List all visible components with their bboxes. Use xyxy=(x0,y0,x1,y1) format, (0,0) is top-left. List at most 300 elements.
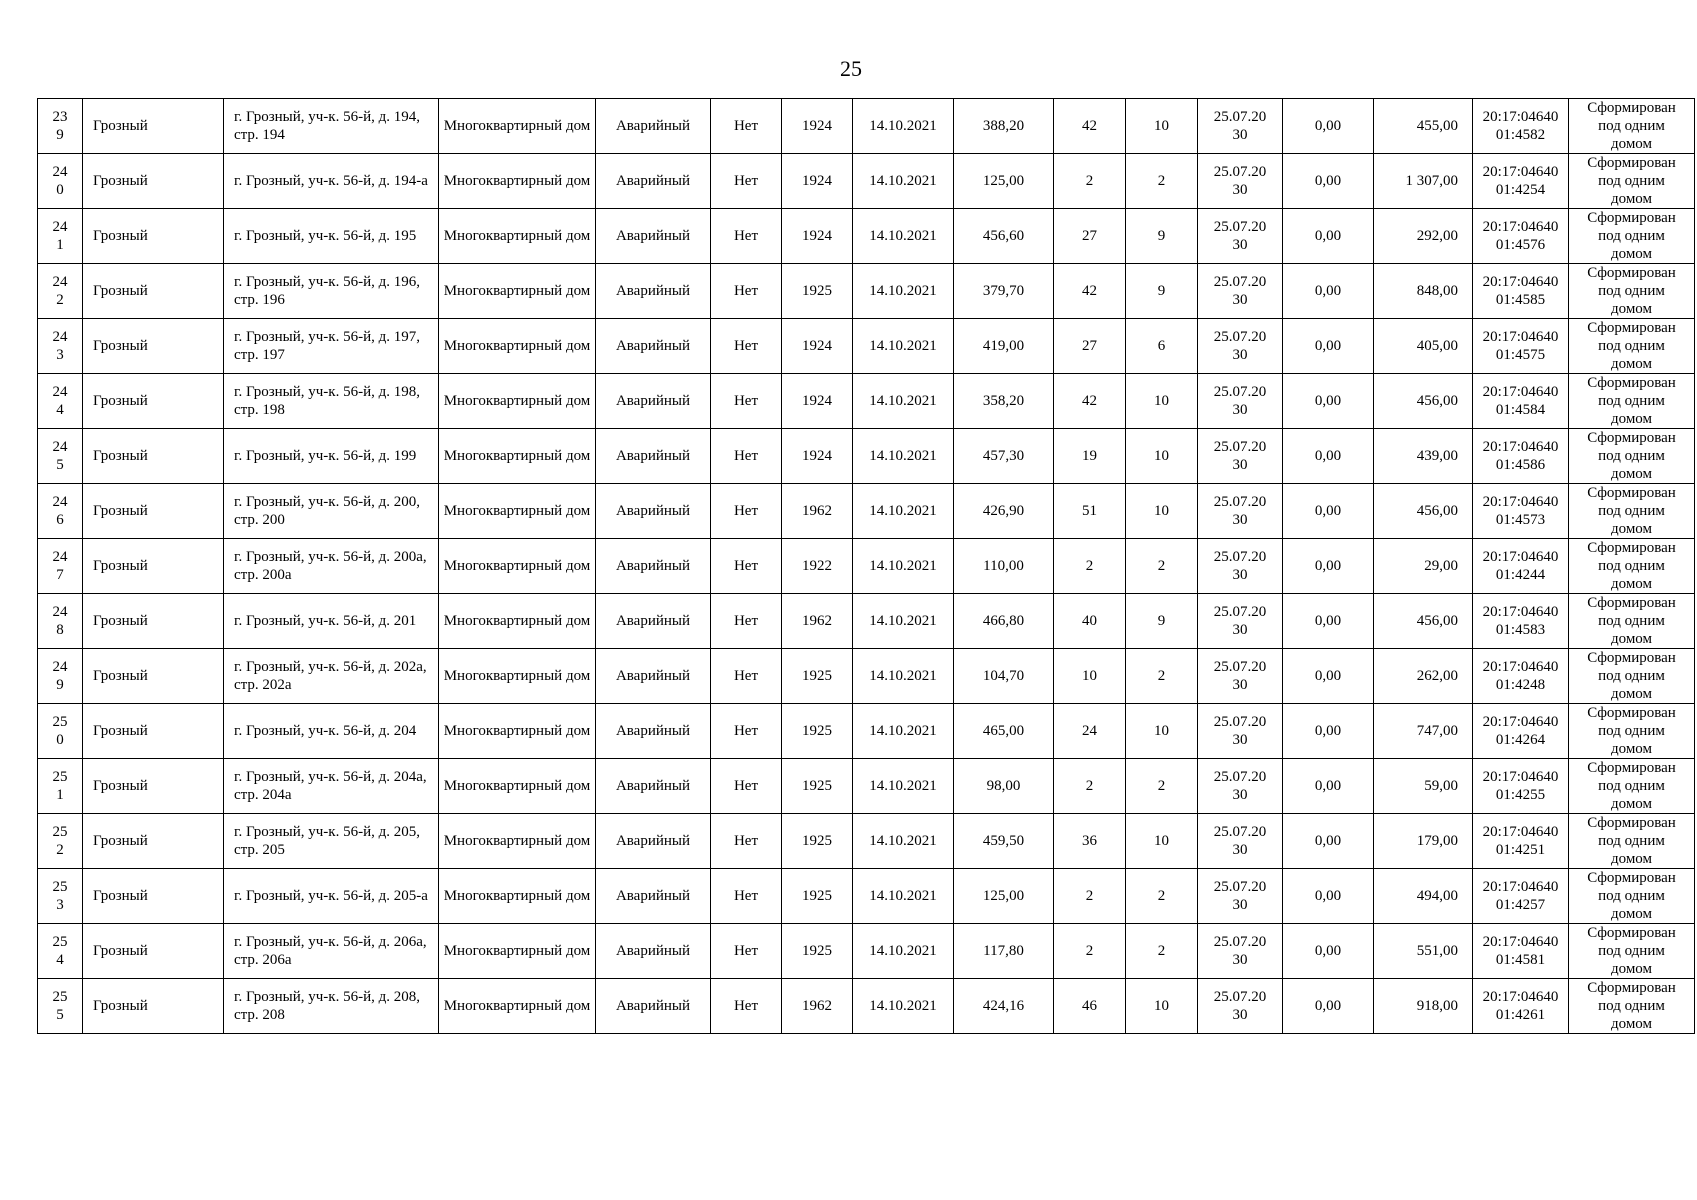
cell-status: Аварийный xyxy=(596,979,711,1034)
cell-area: 388,20 xyxy=(954,99,1054,154)
cell-cadastral-number xyxy=(1473,814,1569,869)
cell-note xyxy=(1569,264,1695,319)
cell-deadline-text: 25.07.2030 xyxy=(1213,219,1267,253)
cell-flag: Нет xyxy=(711,869,782,924)
cell-cadastral-number xyxy=(1473,979,1569,1034)
cell-note xyxy=(1569,209,1695,264)
cell-cadastral-number-text: 20:17:0464001:4582 xyxy=(1482,109,1559,143)
cell-status: Аварийный xyxy=(596,429,711,484)
cell-note xyxy=(1569,979,1695,1034)
cell-city: Грозный xyxy=(83,319,224,374)
cell-number-text: 248 xyxy=(52,604,68,638)
cell-address: г. Грозный, уч-к. 56-й, д. 197, стр. 197 xyxy=(224,319,439,374)
cell-building-type: Многоквартирный дом xyxy=(439,704,596,759)
cell-area: 456,60 xyxy=(954,209,1054,264)
cell-land-area: 405,00 xyxy=(1374,319,1473,374)
cell-deadline xyxy=(1198,374,1283,429)
cell-cadastral-number-text: 20:17:0464001:4264 xyxy=(1482,714,1559,748)
cell-date: 14.10.2021 xyxy=(853,924,954,979)
cell-date: 14.10.2021 xyxy=(853,759,954,814)
cell-address: г. Грозный, уч-к. 56-й, д. 205, стр. 205 xyxy=(224,814,439,869)
cell-units: 9 xyxy=(1126,264,1198,319)
table-row xyxy=(38,704,1695,759)
cell-year: 1925 xyxy=(782,924,853,979)
cell-status: Аварийный xyxy=(596,924,711,979)
cell-cost: 0,00 xyxy=(1283,484,1374,539)
cell-land-area: 455,00 xyxy=(1374,99,1473,154)
cell-cadastral-number-text: 20:17:0464001:4573 xyxy=(1482,494,1559,528)
cell-note-text: Сформирован под одним домом xyxy=(1587,375,1676,427)
cell-address: г. Грозный, уч-к. 56-й, д. 200, стр. 200 xyxy=(224,484,439,539)
cell-residents: 10 xyxy=(1054,649,1126,704)
cell-residents: 2 xyxy=(1054,759,1126,814)
cell-deadline xyxy=(1198,209,1283,264)
cell-cadastral-number-text: 20:17:0464001:4251 xyxy=(1482,824,1559,858)
cell-status: Аварийный xyxy=(596,539,711,594)
cell-flag: Нет xyxy=(711,374,782,429)
cell-residents: 24 xyxy=(1054,704,1126,759)
cell-number-text: 247 xyxy=(52,549,68,583)
cell-units: 2 xyxy=(1126,924,1198,979)
cell-cost: 0,00 xyxy=(1283,759,1374,814)
cell-date: 14.10.2021 xyxy=(853,319,954,374)
cell-units: 2 xyxy=(1126,154,1198,209)
cell-status: Аварийный xyxy=(596,704,711,759)
cell-deadline-text: 25.07.2030 xyxy=(1213,494,1267,528)
page-number: 25 xyxy=(840,56,862,81)
cell-land-area: 1 307,00 xyxy=(1374,154,1473,209)
cell-note-text: Сформирован под одним домом xyxy=(1587,980,1676,1032)
cell-city: Грозный xyxy=(83,154,224,209)
cell-area: 379,70 xyxy=(954,264,1054,319)
cell-area: 419,00 xyxy=(954,319,1054,374)
cell-building-type: Многоквартирный дом xyxy=(439,264,596,319)
cell-number xyxy=(38,924,83,979)
cell-units: 10 xyxy=(1126,704,1198,759)
cell-cadastral-number-text: 20:17:0464001:4575 xyxy=(1482,329,1559,363)
cell-date: 14.10.2021 xyxy=(853,649,954,704)
cell-number xyxy=(38,539,83,594)
cell-number-text: 240 xyxy=(52,164,68,198)
cell-cost: 0,00 xyxy=(1283,539,1374,594)
cell-flag: Нет xyxy=(711,429,782,484)
cell-cadastral-number xyxy=(1473,209,1569,264)
cell-units: 2 xyxy=(1126,649,1198,704)
cell-note-text: Сформирован под одним домом xyxy=(1587,100,1676,152)
table-row xyxy=(38,319,1695,374)
cell-deadline xyxy=(1198,594,1283,649)
cell-land-area: 439,00 xyxy=(1374,429,1473,484)
cell-cadastral-number xyxy=(1473,759,1569,814)
cell-building-type: Многоквартирный дом xyxy=(439,154,596,209)
cell-date: 14.10.2021 xyxy=(853,814,954,869)
cell-area: 358,20 xyxy=(954,374,1054,429)
cell-address: г. Грозный, уч-к. 56-й, д. 205-а xyxy=(224,869,439,924)
cell-address: г. Грозный, уч-к. 56-й, д. 201 xyxy=(224,594,439,649)
cell-year: 1925 xyxy=(782,649,853,704)
cell-date: 14.10.2021 xyxy=(853,264,954,319)
cell-cost: 0,00 xyxy=(1283,374,1374,429)
cell-status: Аварийный xyxy=(596,154,711,209)
cell-address: г. Грозный, уч-к. 56-й, д. 204 xyxy=(224,704,439,759)
cell-deadline xyxy=(1198,429,1283,484)
cell-deadline-text: 25.07.2030 xyxy=(1213,164,1267,198)
cell-status: Аварийный xyxy=(596,649,711,704)
cell-address: г. Грозный, уч-к. 56-й, д. 204а, стр. 204а xyxy=(224,759,439,814)
cell-city: Грозный xyxy=(83,374,224,429)
cell-land-area: 179,00 xyxy=(1374,814,1473,869)
cell-city: Грозный xyxy=(83,484,224,539)
cell-year: 1925 xyxy=(782,869,853,924)
cell-address: г. Грозный, уч-к. 56-й, д. 206а, стр. 206а xyxy=(224,924,439,979)
cell-area: 465,00 xyxy=(954,704,1054,759)
cell-year: 1924 xyxy=(782,429,853,484)
cell-number xyxy=(38,264,83,319)
cell-residents: 19 xyxy=(1054,429,1126,484)
table-row xyxy=(38,869,1695,924)
cell-cadastral-number-text: 20:17:0464001:4576 xyxy=(1482,219,1559,253)
cell-city: Грозный xyxy=(83,649,224,704)
cell-deadline xyxy=(1198,154,1283,209)
cell-cadastral-number-text: 20:17:0464001:4583 xyxy=(1482,604,1559,638)
cell-number-text: 252 xyxy=(52,824,68,858)
cell-address: г. Грозный, уч-к. 56-й, д. 194, стр. 194 xyxy=(224,99,439,154)
cell-cadastral-number xyxy=(1473,704,1569,759)
cell-deadline-text: 25.07.2030 xyxy=(1213,439,1267,473)
cell-note xyxy=(1569,814,1695,869)
table-row xyxy=(38,979,1695,1034)
cell-address: г. Грозный, уч-к. 56-й, д. 208, стр. 208 xyxy=(224,979,439,1034)
cell-flag: Нет xyxy=(711,319,782,374)
cell-note-text: Сформирован под одним домом xyxy=(1587,540,1676,592)
table-row xyxy=(38,759,1695,814)
cell-flag: Нет xyxy=(711,814,782,869)
cell-number xyxy=(38,209,83,264)
cell-cadastral-number xyxy=(1473,319,1569,374)
cell-residents: 46 xyxy=(1054,979,1126,1034)
cell-number xyxy=(38,154,83,209)
cell-residents: 42 xyxy=(1054,264,1126,319)
cell-year: 1922 xyxy=(782,539,853,594)
cell-city: Грозный xyxy=(83,99,224,154)
cell-deadline-text: 25.07.2030 xyxy=(1213,989,1267,1023)
cell-note-text: Сформирован под одним домом xyxy=(1587,155,1676,207)
cell-note-text: Сформирован под одним домом xyxy=(1587,485,1676,537)
cell-note xyxy=(1569,594,1695,649)
cell-area: 117,80 xyxy=(954,924,1054,979)
cell-number-text: 250 xyxy=(52,714,68,748)
cell-number xyxy=(38,99,83,154)
cell-city: Грозный xyxy=(83,869,224,924)
cell-land-area: 456,00 xyxy=(1374,374,1473,429)
cell-date: 14.10.2021 xyxy=(853,594,954,649)
cell-units: 10 xyxy=(1126,429,1198,484)
cell-deadline xyxy=(1198,649,1283,704)
cell-note-text: Сформирован под одним домом xyxy=(1587,705,1676,757)
cell-units: 10 xyxy=(1126,484,1198,539)
cell-flag: Нет xyxy=(711,539,782,594)
cell-note xyxy=(1569,869,1695,924)
cell-cost: 0,00 xyxy=(1283,704,1374,759)
cell-address: г. Грозный, уч-к. 56-й, д. 194-а xyxy=(224,154,439,209)
cell-cost: 0,00 xyxy=(1283,209,1374,264)
cell-building-type: Многоквартирный дом xyxy=(439,99,596,154)
cell-address: г. Грозный, уч-к. 56-й, д. 202а, стр. 202а xyxy=(224,649,439,704)
cell-date: 14.10.2021 xyxy=(853,429,954,484)
cell-cadastral-number xyxy=(1473,264,1569,319)
cell-area: 466,80 xyxy=(954,594,1054,649)
cell-note xyxy=(1569,154,1695,209)
cell-date: 14.10.2021 xyxy=(853,99,954,154)
cell-number-text: 243 xyxy=(52,329,68,363)
table-row xyxy=(38,264,1695,319)
cell-deadline-text: 25.07.2030 xyxy=(1213,274,1267,308)
cell-number xyxy=(38,484,83,539)
cell-building-type: Многоквартирный дом xyxy=(439,869,596,924)
cell-deadline xyxy=(1198,759,1283,814)
cell-area: 110,00 xyxy=(954,539,1054,594)
cell-number-text: 239 xyxy=(52,109,68,143)
cell-area: 98,00 xyxy=(954,759,1054,814)
table-body xyxy=(38,99,1695,1034)
cell-deadline xyxy=(1198,99,1283,154)
cell-deadline-text: 25.07.2030 xyxy=(1213,824,1267,858)
cell-deadline xyxy=(1198,319,1283,374)
cell-units: 10 xyxy=(1126,99,1198,154)
cell-cadastral-number-text: 20:17:0464001:4581 xyxy=(1482,934,1559,968)
cell-cost: 0,00 xyxy=(1283,594,1374,649)
cell-units: 2 xyxy=(1126,759,1198,814)
cell-number-text: 251 xyxy=(52,769,68,803)
table-row xyxy=(38,154,1695,209)
cell-cost: 0,00 xyxy=(1283,869,1374,924)
cell-cost: 0,00 xyxy=(1283,429,1374,484)
cell-year: 1924 xyxy=(782,209,853,264)
cell-year: 1924 xyxy=(782,154,853,209)
cell-area: 125,00 xyxy=(954,154,1054,209)
cell-number-text: 255 xyxy=(52,989,68,1023)
cell-building-type: Многоквартирный дом xyxy=(439,924,596,979)
cell-units: 6 xyxy=(1126,319,1198,374)
table-row xyxy=(38,484,1695,539)
cell-city: Грозный xyxy=(83,264,224,319)
cell-land-area: 456,00 xyxy=(1374,594,1473,649)
cell-deadline-text: 25.07.2030 xyxy=(1213,329,1267,363)
cell-cadastral-number xyxy=(1473,924,1569,979)
cell-land-area: 29,00 xyxy=(1374,539,1473,594)
cell-land-area: 494,00 xyxy=(1374,869,1473,924)
cell-cost: 0,00 xyxy=(1283,154,1374,209)
cell-date: 14.10.2021 xyxy=(853,869,954,924)
cell-number xyxy=(38,319,83,374)
cell-date: 14.10.2021 xyxy=(853,154,954,209)
cell-year: 1925 xyxy=(782,264,853,319)
cell-number-text: 244 xyxy=(52,384,68,418)
cell-area: 125,00 xyxy=(954,869,1054,924)
cell-building-type: Многоквартирный дом xyxy=(439,979,596,1034)
cell-cadastral-number-text: 20:17:0464001:4244 xyxy=(1482,549,1559,583)
cell-year: 1925 xyxy=(782,759,853,814)
cell-year: 1924 xyxy=(782,374,853,429)
cell-city: Грозный xyxy=(83,704,224,759)
cell-number-text: 246 xyxy=(52,494,68,528)
cell-year: 1924 xyxy=(782,319,853,374)
cell-note xyxy=(1569,539,1695,594)
cell-city: Грозный xyxy=(83,594,224,649)
cell-year: 1962 xyxy=(782,484,853,539)
cell-flag: Нет xyxy=(711,649,782,704)
cell-cadastral-number-text: 20:17:0464001:4254 xyxy=(1482,164,1559,198)
cell-city: Грозный xyxy=(83,539,224,594)
cell-cost: 0,00 xyxy=(1283,319,1374,374)
cell-deadline xyxy=(1198,814,1283,869)
cell-building-type: Многоквартирный дом xyxy=(439,594,596,649)
cell-note-text: Сформирован под одним домом xyxy=(1587,595,1676,647)
cell-land-area: 848,00 xyxy=(1374,264,1473,319)
table-row xyxy=(38,99,1695,154)
cell-number xyxy=(38,649,83,704)
cell-year: 1924 xyxy=(782,99,853,154)
cell-city: Грозный xyxy=(83,759,224,814)
cell-flag: Нет xyxy=(711,264,782,319)
cell-land-area: 262,00 xyxy=(1374,649,1473,704)
cell-deadline xyxy=(1198,539,1283,594)
cell-number xyxy=(38,704,83,759)
cell-land-area: 456,00 xyxy=(1374,484,1473,539)
cell-city: Грозный xyxy=(83,209,224,264)
cell-note-text: Сформирован под одним домом xyxy=(1587,210,1676,262)
cell-cadastral-number xyxy=(1473,374,1569,429)
housing-registry-table xyxy=(37,98,1695,1034)
cell-number-text: 242 xyxy=(52,274,68,308)
cell-number xyxy=(38,869,83,924)
cell-status: Аварийный xyxy=(596,814,711,869)
cell-land-area: 747,00 xyxy=(1374,704,1473,759)
cell-deadline-text: 25.07.2030 xyxy=(1213,659,1267,693)
cell-note-text: Сформирован под одним домом xyxy=(1587,925,1676,977)
cell-status: Аварийный xyxy=(596,869,711,924)
cell-residents: 27 xyxy=(1054,209,1126,264)
table-row xyxy=(38,429,1695,484)
cell-land-area: 59,00 xyxy=(1374,759,1473,814)
cell-address: г. Грозный, уч-к. 56-й, д. 198, стр. 198 xyxy=(224,374,439,429)
cell-note xyxy=(1569,649,1695,704)
cell-land-area: 918,00 xyxy=(1374,979,1473,1034)
cell-flag: Нет xyxy=(711,924,782,979)
cell-cost: 0,00 xyxy=(1283,924,1374,979)
cell-flag: Нет xyxy=(711,759,782,814)
cell-cadastral-number xyxy=(1473,429,1569,484)
table-row xyxy=(38,209,1695,264)
cell-units: 2 xyxy=(1126,869,1198,924)
table-row xyxy=(38,649,1695,704)
table-row xyxy=(38,814,1695,869)
cell-units: 9 xyxy=(1126,209,1198,264)
cell-number-text: 254 xyxy=(52,934,68,968)
cell-residents: 42 xyxy=(1054,374,1126,429)
table-row xyxy=(38,594,1695,649)
cell-deadline-text: 25.07.2030 xyxy=(1213,714,1267,748)
cell-residents: 27 xyxy=(1054,319,1126,374)
cell-number-text: 245 xyxy=(52,439,68,473)
cell-cadastral-number-text: 20:17:0464001:4255 xyxy=(1482,769,1559,803)
cell-area: 457,30 xyxy=(954,429,1054,484)
cell-area: 459,50 xyxy=(954,814,1054,869)
cell-note-text: Сформирован под одним домом xyxy=(1587,430,1676,482)
cell-number xyxy=(38,594,83,649)
cell-cadastral-number-text: 20:17:0464001:4261 xyxy=(1482,989,1559,1023)
cell-cadastral-number-text: 20:17:0464001:4257 xyxy=(1482,879,1559,913)
cell-units: 10 xyxy=(1126,814,1198,869)
cell-year: 1962 xyxy=(782,979,853,1034)
cell-deadline-text: 25.07.2030 xyxy=(1213,384,1267,418)
cell-area: 104,70 xyxy=(954,649,1054,704)
cell-flag: Нет xyxy=(711,209,782,264)
cell-status: Аварийный xyxy=(596,319,711,374)
cell-city: Грозный xyxy=(83,429,224,484)
cell-cost: 0,00 xyxy=(1283,979,1374,1034)
cell-cadastral-number xyxy=(1473,869,1569,924)
cell-note-text: Сформирован под одним домом xyxy=(1587,265,1676,317)
cell-building-type: Многоквартирный дом xyxy=(439,429,596,484)
cell-residents: 42 xyxy=(1054,99,1126,154)
cell-flag: Нет xyxy=(711,99,782,154)
cell-land-area: 292,00 xyxy=(1374,209,1473,264)
cell-number xyxy=(38,814,83,869)
table-row xyxy=(38,924,1695,979)
cell-note xyxy=(1569,319,1695,374)
cell-address: г. Грозный, уч-к. 56-й, д. 195 xyxy=(224,209,439,264)
cell-date: 14.10.2021 xyxy=(853,374,954,429)
cell-deadline-text: 25.07.2030 xyxy=(1213,879,1267,913)
cell-area: 426,90 xyxy=(954,484,1054,539)
cell-residents: 51 xyxy=(1054,484,1126,539)
cell-residents: 36 xyxy=(1054,814,1126,869)
cell-cadastral-number xyxy=(1473,594,1569,649)
cell-address: г. Грозный, уч-к. 56-й, д. 196, стр. 196 xyxy=(224,264,439,319)
cell-deadline-text: 25.07.2030 xyxy=(1213,769,1267,803)
cell-number xyxy=(38,429,83,484)
cell-address: г. Грозный, уч-к. 56-й, д. 200а, стр. 200а xyxy=(224,539,439,594)
cell-note xyxy=(1569,374,1695,429)
cell-cost: 0,00 xyxy=(1283,814,1374,869)
cell-deadline xyxy=(1198,869,1283,924)
cell-status: Аварийный xyxy=(596,264,711,319)
cell-status: Аварийный xyxy=(596,209,711,264)
cell-number xyxy=(38,979,83,1034)
cell-note xyxy=(1569,759,1695,814)
cell-cadastral-number xyxy=(1473,154,1569,209)
cell-address: г. Грозный, уч-к. 56-й, д. 199 xyxy=(224,429,439,484)
cell-year: 1925 xyxy=(782,704,853,759)
cell-status: Аварийный xyxy=(596,99,711,154)
cell-year: 1925 xyxy=(782,814,853,869)
cell-note-text: Сформирован под одним домом xyxy=(1587,870,1676,922)
cell-number-text: 253 xyxy=(52,879,68,913)
cell-date: 14.10.2021 xyxy=(853,484,954,539)
cell-building-type: Многоквартирный дом xyxy=(439,484,596,539)
cell-date: 14.10.2021 xyxy=(853,539,954,594)
cell-units: 9 xyxy=(1126,594,1198,649)
cell-residents: 2 xyxy=(1054,924,1126,979)
cell-date: 14.10.2021 xyxy=(853,704,954,759)
cell-flag: Нет xyxy=(711,704,782,759)
cell-note xyxy=(1569,429,1695,484)
cell-building-type: Многоквартирный дом xyxy=(439,759,596,814)
cell-deadline xyxy=(1198,979,1283,1034)
cell-status: Аварийный xyxy=(596,594,711,649)
cell-status: Аварийный xyxy=(596,484,711,539)
